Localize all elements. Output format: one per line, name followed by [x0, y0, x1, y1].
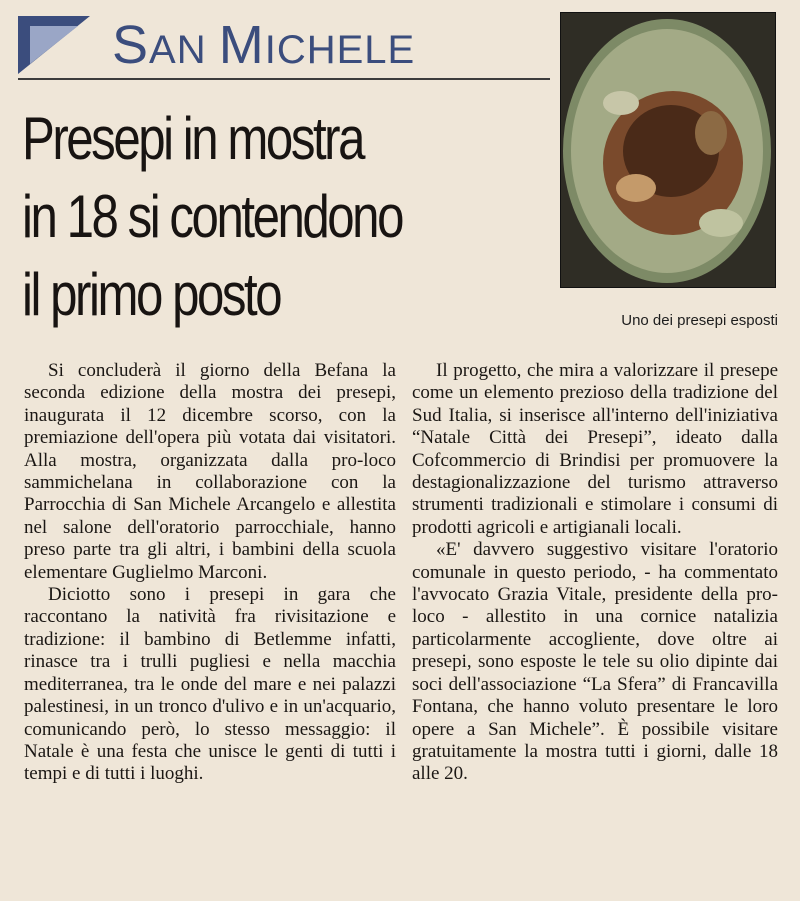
article-paragraph: Si concluderà il giorno della Befana la seconda edizione della mostra dei presepi, inaugurata il 12 dicembre scorso, con la premiazione dell'opera più votata dai visitatori. Alla mostra, organizzata dalla pro-loco sammichelana in collaborazione con la Parrocchia di San Michele Arcangelo e allestita nel salone dell'oratorio parrocchiale, hanno preso parte tra gli altri, i bambini della scuola elementare Guglielmo Marconi. — [24, 360, 396, 583]
section-title: SAN MICHELE — [112, 15, 416, 75]
section-divider — [18, 78, 550, 80]
article-column-right — [412, 360, 778, 786]
article-paragraph: Il progetto, che mira a valorizzare il presepe come un elemento prezioso della tradizione del Sud Italia, si inserisce all'interno dell'iniziativa “Natale Città dei Presepi”, ideato dalla Cofcommercio di Brindisi per promuovere la destagionalizzazione del turismo attraverso strumenti tradizionali e stimolare i consumi di prodotti agricoli e artigianali locali. — [412, 360, 778, 538]
nativity-photo — [560, 12, 776, 288]
headline-line-3: il primo posto — [22, 261, 281, 328]
headline-line-2: in 18 si contendono — [22, 183, 402, 250]
article-column-left — [24, 360, 396, 786]
section-corner-logo — [18, 16, 90, 74]
article-paragraph: «E' davvero suggestivo visitare l'oratorio comunale in questo periodo, - ha commentato l'avvocato Grazia Vitale, presidente della pro-loco - allestito in una cornice natalizia particolarmente accogliente, dove oltre ai presepi, sono esposte le tele su olio dipinte dai soci dell'associazione “La Sfera” di Francavilla Fontana, che hanno voluto presentare le loro opere a San Michele”. È possibile visitare gratuitamente la mostra tutti i giorni, dalle 18 alle 20. — [412, 539, 778, 785]
article-paragraph: Diciotto sono i presepi in gara che raccontano la natività fra rivisitazione e tradizione: il bambino di Betlemme infatti, rinasce tra i trulli pugliesi e nella macchia mediterranea, tra le onde del mare e nei palazzi palestinesi, in un tronco d'ulivo e in un'acquario, comunicando però, lo stesso messaggio: il Natale è una festa che unisce le genti di tutti i tempi e di tutti i luoghi. — [24, 584, 396, 785]
photo-caption: Uno dei presepi esposti — [621, 312, 778, 329]
headline — [22, 100, 440, 334]
headline-line-1: Presepi in mostra — [22, 105, 364, 172]
